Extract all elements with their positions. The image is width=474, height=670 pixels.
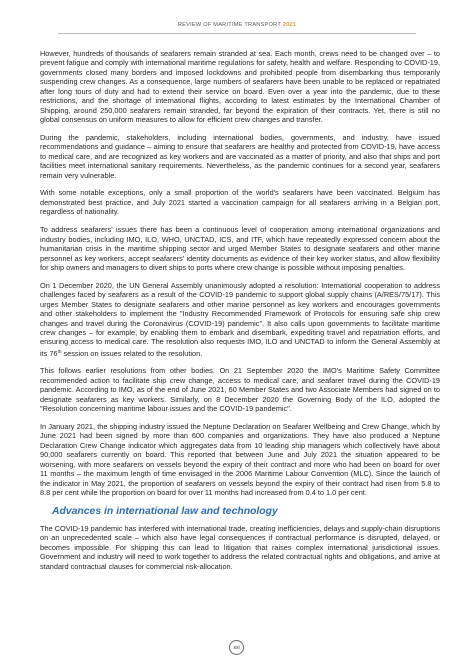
page-number: xxi xyxy=(233,644,240,651)
paragraph-stranded-seafarers: However, hundreds of thousands of seafarers remain stranded at sea. Each month, crews need to be changed over – to prevent fatigue and comply with international maritime regulations for safety, health and welfare. Responding to COVID-19, governments closed many borders and imposed lockdowns and prohibited people from disembarking thus temporarily suspending crew changes. As a consequence, large numbers of seafarers have been unable to be replaced or repatriated after long tours of duty and had to extend their service on board. Even over a year into the pandemic, due to these restrictions, and the shortage of international flights, according to latest estimates by the International Chamber of Shipping, around 250,000 seafarers remain stranded, far beyond the expiration of their contracts. Yet, there is still no global consensus on uniform measures to allow for efficient crew changes and transfer. xyxy=(40,49,440,125)
page-number-badge xyxy=(229,640,244,655)
section-heading: Advances in international law and technology xyxy=(52,505,278,517)
paragraph-stakeholder-guidance: During the pandemic, stakeholders, including international bodies, governments, and industry, have issued recommendations and guidance – aiming to ensure that seafarers are healthy and protected from COVID-19, have access to medical care, and are recognized as key workers and are vaccinated as a matter of priority, and also that ships and port facilities meet international sanitary requirements. Nevertheless, as the pandemic continues for a second year, seafarers remain very vulnerable. xyxy=(40,132,440,180)
running-header xyxy=(0,22,474,28)
header-divider xyxy=(58,33,416,34)
paragraph-legal-consequences: The COVID-19 pandemic has interfered with international trade, creating inefficiencies, delays and supply-chain disruptions on an unprecedented scale – which also have legal consequences if contractual performance is disrupted, delayed, or becomes impossible. For shipping this can lead to litigation that raises complex international jurisdictional issues. Government and industry will need to work together to address the related contractual rights and obligations, and arrive at standard contractual clauses for commercial risk-allocation. xyxy=(40,523,440,571)
un-resolution-text: On 1 December 2020, the UN General Assembly unanimously adopted a resolution: International cooperation to address challenges faced by seafarers as a result of the COVID-19 pandemic to support global supply chains (A/RES/75/17). This urges Member States to designate seafarers and other marine personnel as key workers and encourages governments and other stakeholders to implement the "Industry Recommended Framework of Protocols for ensuring safe ship crew changes and travel during the Coronavirus (COVID-19) pandemic". It also calls upon governments to facilitate maritime crew changes – for example, by enabling them to embark and disembark, expediting travel and repatriation efforts, and ensuring access to medical care. The resolution also requests IMO, ILO and UNCTAD to inform the General Assembly at its 76 xyxy=(40,280,440,358)
paragraph-vaccination: With some notable exceptions, only a small proportion of the world's seafarers have been vaccinated. Belgium has demonstrated best practice, and July 2021 started a vaccination campaign for all seafarers arriving in a Belgian port, regardless of nationality. xyxy=(40,188,440,217)
un-resolution-text-end: session on issues related to the resolution. xyxy=(61,348,203,358)
page-body xyxy=(40,49,440,579)
paragraph-un-resolution xyxy=(40,281,440,358)
paragraph-neptune-declaration: In January 2021, the shipping industry issued the Neptune Declaration on Seafarer Wellbeing and Crew Change, which by June 2021 had been signed by more than 600 companies and organizations. They have also produced a Neptune Declaration Crew Change indicator which aggregates data from 10 leading ship managers which collectively have about 90,000 seafarers currently on board. This reported that between June and July 2021 the situation appeared to be worsening, with more seafarers on vessels beyond the expiry of their contract and more who had been on board for over 11 months – the maximum length of time envisaged in the 2006 Maritime Labour Convention (MLC). Since the launch of the indicator in May 2021, the proportion of seafarers on vessels beyond the expiry of their contract had risen from 5.8 to 8.8 per cent while the proportion on board for over 11 months had increased from 0.4 to 1.0 per cent. xyxy=(40,421,440,498)
paragraph-cooperation: To address seafarers' issues there has been a continuous level of cooperation among international organizations and industry bodies, including IMO, ILO, WHO, UNCTAD, ICS, and ITF, which have repeatedly expressed concern about the humanitarian crisis in the maritime shipping sector and urged Member States to designate seafarers and other marine personnel as key workers, accept seafarers' identity documents as evidence of their key worker status, and allow flexibility for ship owners and managers to divert ships to ports where crew change is possible without imposing penalties. xyxy=(40,225,440,272)
paragraph-earlier-resolutions: This follows earlier resolutions from other bodies. On 21 September 2020 the IMO's Maritime Safety Committee recommended action to facilitate ship crew change, access to medical care, and seafarer travel during the COVID-19 pandemic. According to IMO, as of the end of June 2021, 60 Member States and two Associate Members had signed on to designate seafarers as key workers. Similarly, on 8 December 2020 the Governing Body of the ILO, adopted the "Resolution concerning maritime labour issues and the COVID-19 pandemic". xyxy=(40,366,440,414)
running-header-year: 2021 xyxy=(282,22,297,28)
ordinal-superscript: th xyxy=(57,348,62,354)
running-header-title: REVIEW OF MARITIME TRANSPORT xyxy=(177,22,281,28)
